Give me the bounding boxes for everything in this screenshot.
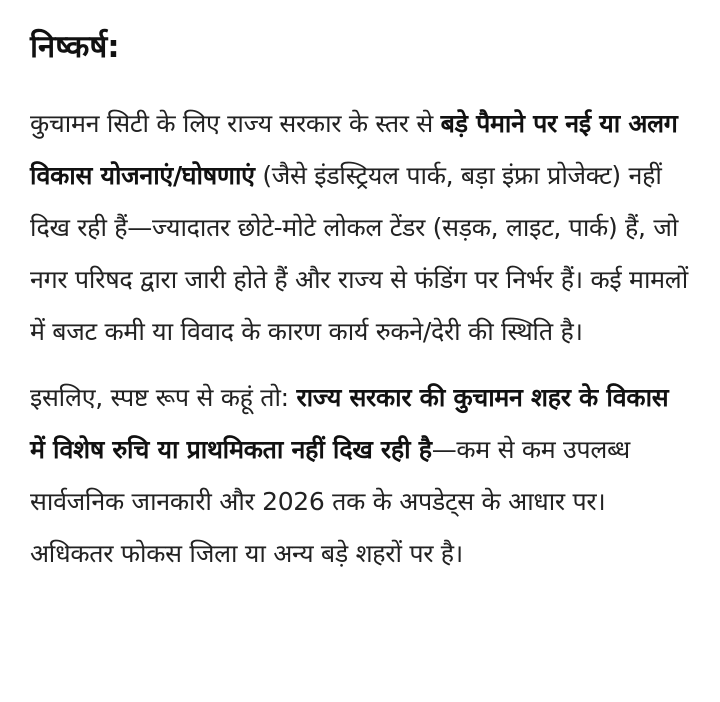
conclusion-heading: निष्कर्ष: — [30, 29, 120, 65]
paragraph-first-text-after: (जैसे इंडस्ट्रियल पार्क, बड़ा इंफ्रा प्रोजेक्ट) नहीं दिख रही हैं—ज्यादातर छोटे-मोटे लोकल टेंडर (सड़क, लाइट, पार्क) हैं, जो नगर परिषद द्वारा जारी होते हैं और राज्य से फंडिंग पर निर्भर हैं। कई मामलों में बजट कमी या विवाद के कारण कार्य रुकने/देरी की स्थिति है। — [30, 161, 688, 346]
paragraph-second-text-after: —कम से कम उपलब्ध सार्वजनिक जानकारी और 2026 तक के अपडेट्स के आधार पर। अधिकतर फोकस जिला या अन्य बड़े शहरों पर है। — [30, 435, 630, 568]
paragraph-second-bold: राज्य सरकार की कुचामन शहर के विकास में विशेष रुचि या प्राथमिकता नहीं दिख रही है — [30, 383, 669, 464]
paragraph-second-text-before: इसलिए, स्पष्ट रूप से कहूं तो: — [30, 383, 297, 412]
paragraph-second — [30, 372, 690, 580]
paragraph-first-text-before: कुचामन सिटी के लिए राज्य सरकार के स्तर से — [30, 109, 441, 138]
paragraph-first — [30, 98, 690, 358]
paragraph-first-bold: बड़े पैमाने पर नई या अलग विकास योजनाएं/घोषणाएं — [30, 109, 678, 190]
